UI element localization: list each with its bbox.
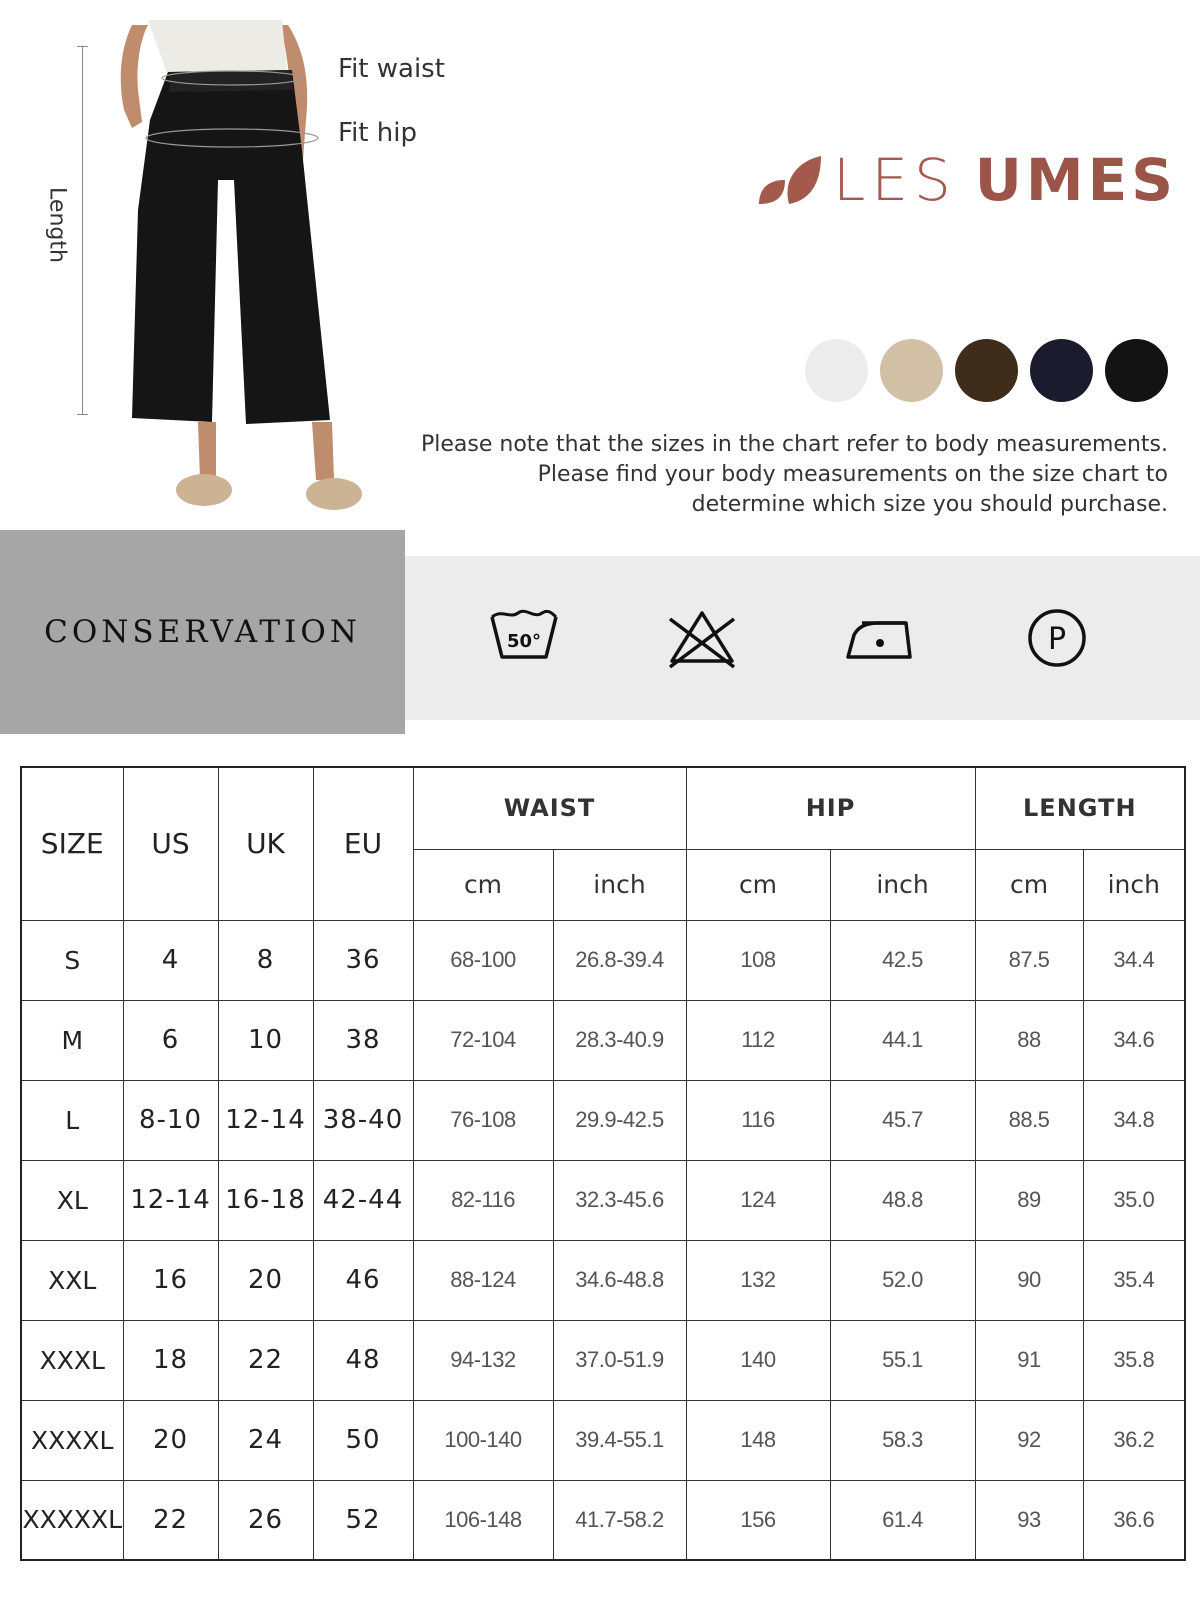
size-chart-table (20, 766, 1186, 1561)
cell-length-inch: 36.2 (1083, 1400, 1185, 1480)
wash-temperature: 50° (506, 631, 542, 652)
cell-hip-inch: 48.8 (830, 1160, 975, 1240)
cell-size: XXL (21, 1240, 123, 1320)
cell-eu: 50 (313, 1400, 413, 1480)
cell-waist-inch: 34.6-48.8 (553, 1240, 686, 1320)
header-eu: EU (313, 767, 413, 920)
header-waist: WAIST (413, 767, 686, 849)
table-row (21, 1240, 1185, 1320)
dry-clean-letter: P (1047, 622, 1067, 657)
cell-us: 6 (123, 1000, 218, 1080)
cell-waist-cm: 100-140 (413, 1400, 553, 1480)
cell-us: 18 (123, 1320, 218, 1400)
cell-us: 8-10 (123, 1080, 218, 1160)
conservation-title: CONSERVATION (44, 614, 361, 650)
cell-uk: 20 (218, 1240, 313, 1320)
cell-size: L (21, 1080, 123, 1160)
cell-eu: 38 (313, 1000, 413, 1080)
cell-waist-inch: 37.0-51.9 (553, 1320, 686, 1400)
table-row (21, 1320, 1185, 1400)
cell-hip-inch: 45.7 (830, 1080, 975, 1160)
length-guide-tick-top (77, 46, 88, 47)
cell-size: S (21, 920, 123, 1000)
size-note (408, 430, 1168, 520)
cell-hip-cm: 124 (686, 1160, 830, 1240)
cell-length-cm: 88.5 (975, 1080, 1083, 1160)
cell-size: XXXXXL (21, 1480, 123, 1560)
table-row (21, 1160, 1185, 1240)
cell-eu: 38-40 (313, 1080, 413, 1160)
color-swatch-black[interactable] (1105, 339, 1168, 402)
header-waist-cm: cm (413, 849, 553, 920)
cell-waist-cm: 82-116 (413, 1160, 553, 1240)
table-row (21, 1400, 1185, 1480)
leaf-logo-icon (755, 152, 825, 208)
color-swatch-brown[interactable] (955, 339, 1018, 402)
cell-eu: 36 (313, 920, 413, 1000)
cell-length-cm: 91 (975, 1320, 1083, 1400)
brand-name-light: LES (833, 146, 957, 214)
cell-waist-inch: 26.8-39.4 (553, 920, 686, 1000)
cell-hip-inch: 44.1 (830, 1000, 975, 1080)
cell-eu: 42-44 (313, 1160, 413, 1240)
size-table-body (21, 920, 1185, 1560)
cell-hip-inch: 61.4 (830, 1480, 975, 1560)
cell-length-inch: 35.0 (1083, 1160, 1185, 1240)
cell-length-inch: 34.6 (1083, 1000, 1185, 1080)
cell-length-cm: 92 (975, 1400, 1083, 1480)
cell-hip-cm: 116 (686, 1080, 830, 1160)
wash-50-icon (488, 605, 560, 671)
cell-size: M (21, 1000, 123, 1080)
size-note-line: determine which size you should purchase. (691, 492, 1168, 517)
size-note-line: Please find your body measurements on the size chart to (537, 462, 1168, 487)
cell-hip-cm: 156 (686, 1480, 830, 1560)
cell-waist-cm: 68-100 (413, 920, 553, 1000)
cell-eu: 52 (313, 1480, 413, 1560)
cell-waist-cm: 76-108 (413, 1080, 553, 1160)
cell-hip-cm: 112 (686, 1000, 830, 1080)
cell-waist-inch: 39.4-55.1 (553, 1400, 686, 1480)
header-hip-inch: inch (830, 849, 975, 920)
header-us: US (123, 767, 218, 920)
cell-us: 22 (123, 1480, 218, 1560)
cell-uk: 16-18 (218, 1160, 313, 1240)
cell-waist-cm: 94-132 (413, 1320, 553, 1400)
dry-clean-p-icon (1021, 605, 1093, 671)
no-bleach-icon (666, 605, 738, 671)
cell-length-cm: 89 (975, 1160, 1083, 1240)
brand-logo (755, 145, 1177, 215)
fit-hip-label: Fit hip (338, 118, 417, 148)
cell-waist-inch: 29.9-42.5 (553, 1080, 686, 1160)
color-swatch-navy[interactable] (1030, 339, 1093, 402)
cell-length-inch: 34.8 (1083, 1080, 1185, 1160)
cell-length-cm: 90 (975, 1240, 1083, 1320)
cell-us: 16 (123, 1240, 218, 1320)
cell-length-inch: 35.4 (1083, 1240, 1185, 1320)
cell-waist-cm: 106-148 (413, 1480, 553, 1560)
color-swatch-white[interactable] (805, 339, 868, 402)
header-length: LENGTH (975, 767, 1185, 849)
cell-hip-inch: 58.3 (830, 1400, 975, 1480)
color-swatch-beige[interactable] (880, 339, 943, 402)
length-guide-line (82, 46, 83, 414)
length-label: Length (44, 187, 70, 263)
model-illustration (20, 10, 420, 530)
cell-hip-inch: 55.1 (830, 1320, 975, 1400)
cell-uk: 10 (218, 1000, 313, 1080)
header-hip: HIP (686, 767, 975, 849)
cell-length-inch: 36.6 (1083, 1480, 1185, 1560)
fit-waist-label: Fit waist (338, 54, 445, 84)
cell-length-cm: 87.5 (975, 920, 1083, 1000)
header-hip-cm: cm (686, 849, 830, 920)
cell-eu: 46 (313, 1240, 413, 1320)
cell-length-inch: 34.4 (1083, 920, 1185, 1000)
cell-hip-inch: 52.0 (830, 1240, 975, 1320)
cell-us: 4 (123, 920, 218, 1000)
cell-length-cm: 88 (975, 1000, 1083, 1080)
iron-low-icon (844, 605, 916, 671)
table-row (21, 1000, 1185, 1080)
length-guide-tick-bottom (77, 414, 88, 415)
cell-waist-inch: 32.3-45.6 (553, 1160, 686, 1240)
cell-hip-inch: 42.5 (830, 920, 975, 1000)
cell-uk: 12-14 (218, 1080, 313, 1160)
cell-uk: 22 (218, 1320, 313, 1400)
cell-hip-cm: 132 (686, 1240, 830, 1320)
header-waist-inch: inch (553, 849, 686, 920)
cell-length-inch: 35.8 (1083, 1320, 1185, 1400)
cell-size: XL (21, 1160, 123, 1240)
cell-waist-inch: 28.3-40.9 (553, 1000, 686, 1080)
cell-us: 20 (123, 1400, 218, 1480)
cell-us: 12-14 (123, 1160, 218, 1240)
cell-hip-cm: 108 (686, 920, 830, 1000)
header-size: SIZE (21, 767, 123, 920)
cell-uk: 26 (218, 1480, 313, 1560)
cell-size: XXXXL (21, 1400, 123, 1480)
header-length-cm: cm (975, 849, 1083, 920)
cell-hip-cm: 140 (686, 1320, 830, 1400)
size-note-line: Please note that the sizes in the chart refer to body measurements. (421, 432, 1168, 457)
cell-length-cm: 93 (975, 1480, 1083, 1560)
cell-uk: 24 (218, 1400, 313, 1480)
table-row (21, 1080, 1185, 1160)
header-length-inch: inch (1083, 849, 1185, 920)
cell-waist-cm: 88-124 (413, 1240, 553, 1320)
brand-name-bold: UMES (974, 146, 1177, 214)
cell-size: XXXL (21, 1320, 123, 1400)
table-row (21, 1480, 1185, 1560)
cell-uk: 8 (218, 920, 313, 1000)
cell-eu: 48 (313, 1320, 413, 1400)
color-swatches (805, 339, 1168, 402)
table-row (21, 920, 1185, 1000)
cell-waist-inch: 41.7-58.2 (553, 1480, 686, 1560)
cell-hip-cm: 148 (686, 1400, 830, 1480)
header-uk: UK (218, 767, 313, 920)
cell-waist-cm: 72-104 (413, 1000, 553, 1080)
